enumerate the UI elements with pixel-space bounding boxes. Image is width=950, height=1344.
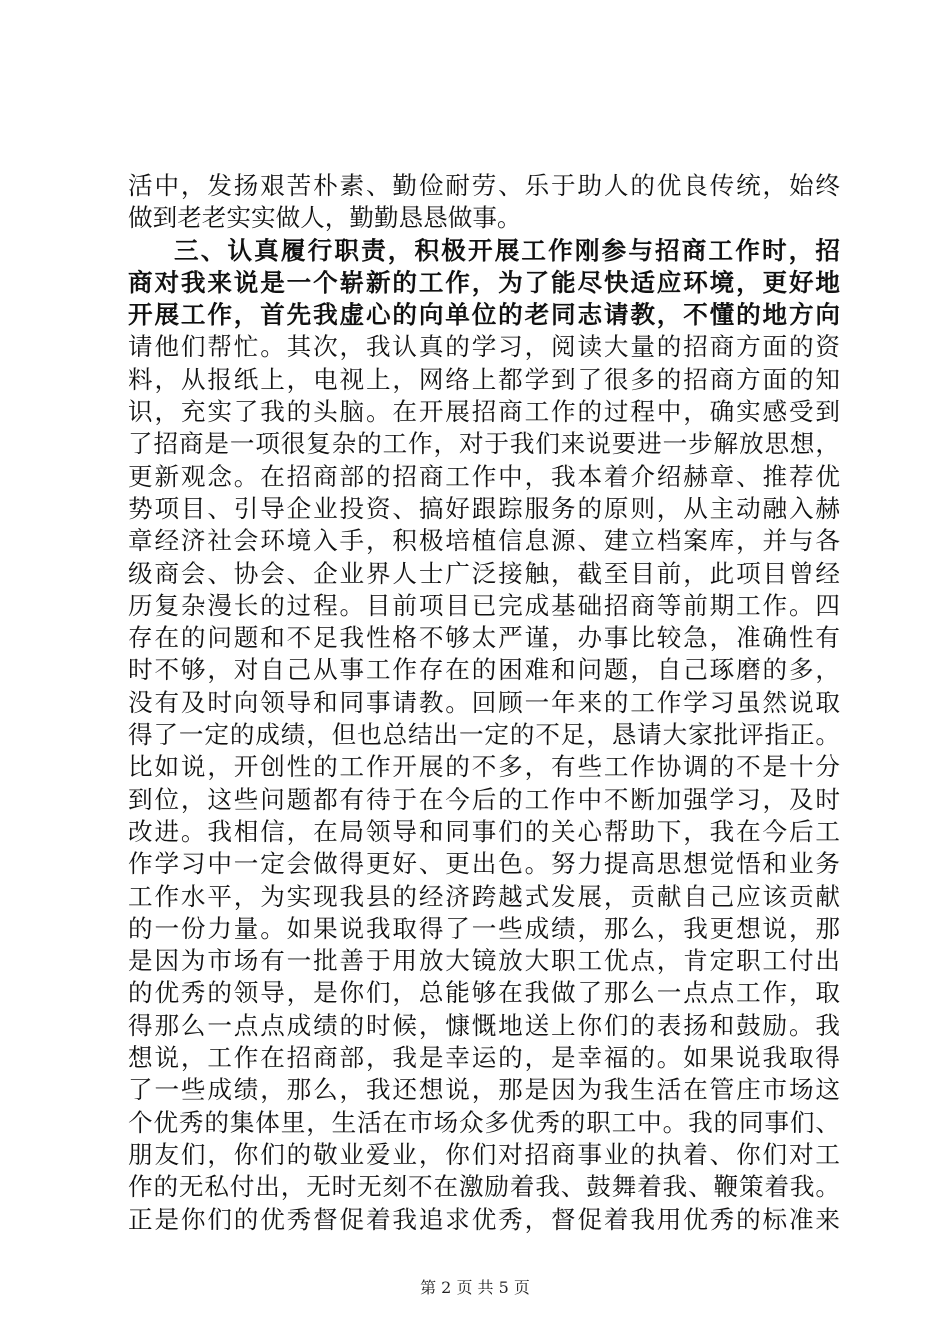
text-line: 了一些成绩，那么，我还想说，那是因为我生活在管庄市场这 <box>128 1075 840 1105</box>
page-number-label: 第 2 页 共 5 页 <box>420 1278 530 1297</box>
text-line: 比如说，开创性的工作开展的不多，有些工作协调的不是十分 <box>128 752 840 782</box>
text-line: 开展工作，首先我虚心的向单位的老同志请教，不懂的地方向 <box>128 300 840 330</box>
text-line: 了招商是一项很复杂的工作，对于我们来说要进一步解放思想， <box>128 429 840 459</box>
text-line: 正是你们的优秀督促着我追求优秀，督促着我用优秀的标准来 <box>128 1204 840 1234</box>
text-line: 历复杂漫长的过程。目前项目已完成基础招商等前期工作。四 <box>128 590 840 620</box>
text-line: 得了一定的成绩，但也总结出一定的不足，恳请大家批评指正。 <box>128 720 840 750</box>
text-line: 章经济社会环境入手，积极培植信息源、建立档案库，并与各 <box>128 526 840 556</box>
text-line: 料，从报纸上，电视上，网络上都学到了很多的招商方面的知 <box>128 364 840 394</box>
text-line: 活中，发扬艰苦朴素、勤俭耐劳、乐于助人的优良传统，始终 <box>128 171 840 200</box>
text-line: 的优秀的领导，是你们，总能够在我做了那么一点点工作，取 <box>128 978 840 1008</box>
text-line: 级商会、协会、企业界人士广泛接触，截至目前，此项目曾经 <box>128 558 840 588</box>
text-line: 做到老老实实做人，勤勤恳恳做事。 <box>128 203 522 233</box>
text-line: 想说，工作在招商部，我是幸运的，是幸福的。如果说我取得 <box>128 1043 840 1073</box>
text-line: 更新观念。在招商部的招商工作中，我本着介绍赫章、推荐优 <box>128 461 840 491</box>
text-line: 个优秀的集体里，生活在市场众多优秀的职工中。我的同事们、 <box>128 1107 840 1137</box>
text-line: 朋友们，你们的敬业爱业，你们对招商事业的执着、你们对工 <box>128 1139 840 1169</box>
text-line: 的一份力量。如果说我取得了一些成绩，那么，我更想说，那 <box>128 913 840 943</box>
text-line: 时不够，对自己从事工作存在的困难和问题，自己琢磨的多， <box>128 655 840 685</box>
text-line: 存在的问题和不足我性格不够太严谨，办事比较急，准确性有 <box>128 623 840 653</box>
text-line: 三、认真履行职责，积极开展工作刚参与招商工作时，招 <box>174 235 840 265</box>
text-line: 改进。我相信，在局领导和同事们的关心帮助下，我在今后工 <box>128 816 840 846</box>
text-line: 是因为市场有一批善于用放大镜放大职工优点，肯定职工付出 <box>128 946 840 976</box>
page-footer <box>0 1278 950 1298</box>
text-line: 工作水平，为实现我县的经济跨越式发展，贡献自己应该贡献 <box>128 881 840 911</box>
text-line: 作的无私付出，无时无刻不在激励着我、鼓舞着我、鞭策着我。 <box>128 1172 840 1202</box>
text-line: 识，充实了我的头脑。在开展招商工作的过程中，确实感受到 <box>128 397 840 427</box>
document-body <box>128 170 840 1236</box>
text-line: 没有及时向领导和同事请教。回顾一年来的工作学习虽然说取 <box>128 687 840 717</box>
text-line: 作学习中一定会做得更好、更出色。努力提高思想觉悟和业务 <box>128 849 840 879</box>
text-line: 到位，这些问题都有待于在今后的工作中不断加强学习，及时 <box>128 784 840 814</box>
text-line: 得那么一点点成绩的时候，慷慨地送上你们的表扬和鼓励。我 <box>128 1010 840 1040</box>
text-line: 商对我来说是一个崭新的工作，为了能尽快适应环境，更好地 <box>128 267 840 297</box>
text-line: 请他们帮忙。其次，我认真的学习，阅读大量的招商方面的资 <box>128 332 840 362</box>
text-line: 势项目、引导企业投资、搞好跟踪服务的原则，从主动融入赫 <box>128 493 840 523</box>
